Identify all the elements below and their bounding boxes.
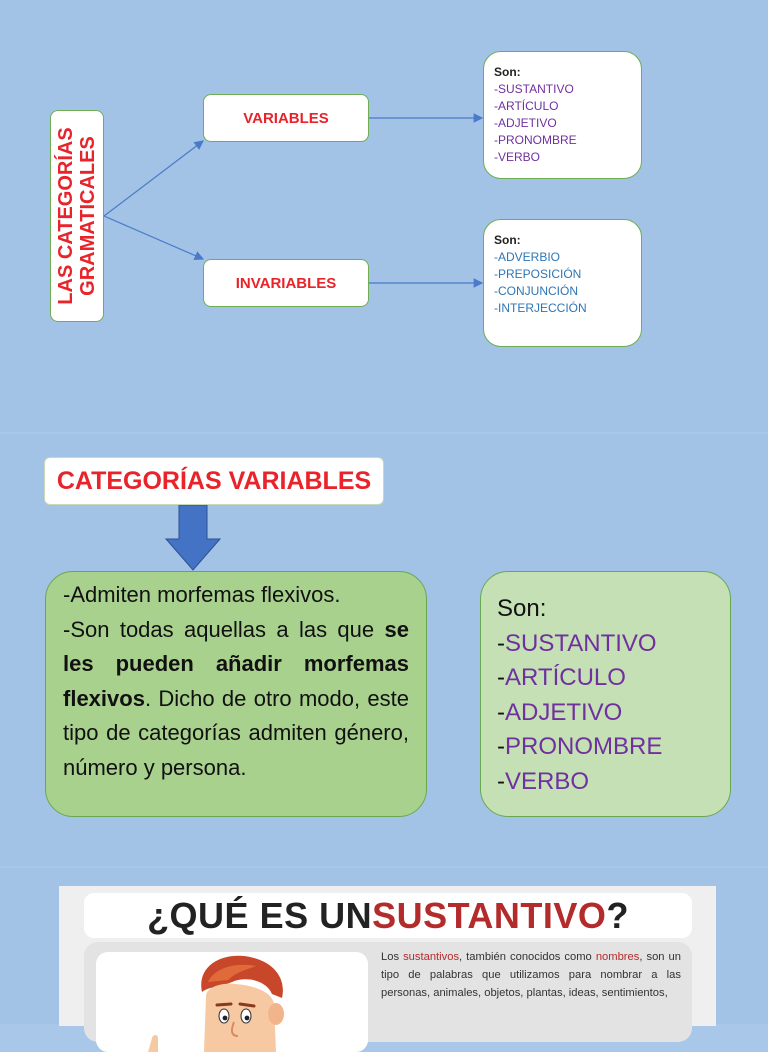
invariables-list-item: -PREPOSICIÓN bbox=[494, 267, 582, 281]
boy-face-icon bbox=[96, 952, 368, 1052]
poster-description: Los sustantivos, también conocidos como nombres, son un tipo de palabras que utilizamos para nombrar a las personas, animales, objetos, plantas, ideas, sentimientos, bbox=[381, 951, 681, 999]
description-paragraph bbox=[63, 613, 409, 786]
invariables-label: INVARIABLES bbox=[235, 274, 337, 292]
son-item: -PRONOMBRE bbox=[497, 733, 663, 760]
highlight-sustantivos: sustantivos bbox=[403, 951, 460, 963]
slide-variable-categories bbox=[0, 434, 768, 866]
variables-list-item: -ARTÍCULO bbox=[494, 99, 559, 113]
categories-vertical-title-box bbox=[50, 110, 104, 322]
description-text-1: -Son todas aquellas a las que bbox=[63, 616, 385, 642]
poster-title-start: ¿QUÉ ES UN bbox=[147, 894, 373, 936]
invariables-list-item: -CONJUNCIÓN bbox=[494, 284, 578, 298]
categories-vertical-title: LAS CATEGORÍAS GRAMATICALES bbox=[55, 127, 99, 305]
description-box bbox=[45, 571, 427, 817]
slide-categories-overview bbox=[0, 0, 768, 432]
son-item: -VERBO bbox=[497, 767, 590, 795]
variables-list-head: Son: bbox=[494, 65, 521, 79]
description-text-2: . Dicho de otro modo, este tipo de categorías admiten género, número y persona. bbox=[63, 685, 409, 780]
connector-arrows bbox=[0, 0, 768, 432]
highlight-nombres: nombres bbox=[595, 951, 640, 963]
invariables-list-item: -ADVERBIO bbox=[494, 250, 561, 264]
son-head: Son: bbox=[497, 595, 547, 622]
invariables-list-head: Son: bbox=[494, 233, 521, 247]
invariables-box bbox=[203, 259, 369, 307]
variable-categories-title: CATEGORÍAS VARIABLES bbox=[44, 457, 384, 505]
variables-list-item: -ADJETIVO bbox=[494, 116, 557, 130]
poster-title bbox=[84, 893, 692, 938]
description-bold: se les pueden añadir morfemas flexivos bbox=[63, 616, 409, 711]
poster-title-highlight: SUSTANTIVO bbox=[372, 894, 607, 936]
slide-what-is-noun bbox=[0, 868, 768, 1024]
poster-body bbox=[84, 942, 692, 1042]
variables-list-item: -PRONOMBRE bbox=[494, 133, 577, 147]
variables-list-item: -SUSTANTIVO bbox=[494, 82, 574, 96]
down-arrow-icon bbox=[165, 505, 221, 571]
variables-list-box bbox=[483, 51, 642, 179]
noun-poster bbox=[59, 886, 716, 1026]
invariables-list-item: -INTERJECCIÓN bbox=[494, 301, 587, 315]
variables-label: VARIABLES bbox=[243, 109, 329, 127]
variables-box bbox=[203, 94, 369, 142]
son-item: -ARTÍCULO bbox=[497, 664, 626, 691]
invariables-list-box bbox=[483, 219, 642, 347]
boy-illustration bbox=[96, 952, 368, 1052]
son-item: -ADJETIVO bbox=[497, 698, 623, 726]
variable-types-box bbox=[480, 571, 731, 817]
son-item: -SUSTANTIVO bbox=[497, 629, 657, 657]
poster-title-end: ? bbox=[606, 894, 629, 936]
variables-list-item: -VERBO bbox=[494, 150, 541, 164]
description-line-1: -Admiten morfemas flexivos. bbox=[63, 582, 341, 607]
